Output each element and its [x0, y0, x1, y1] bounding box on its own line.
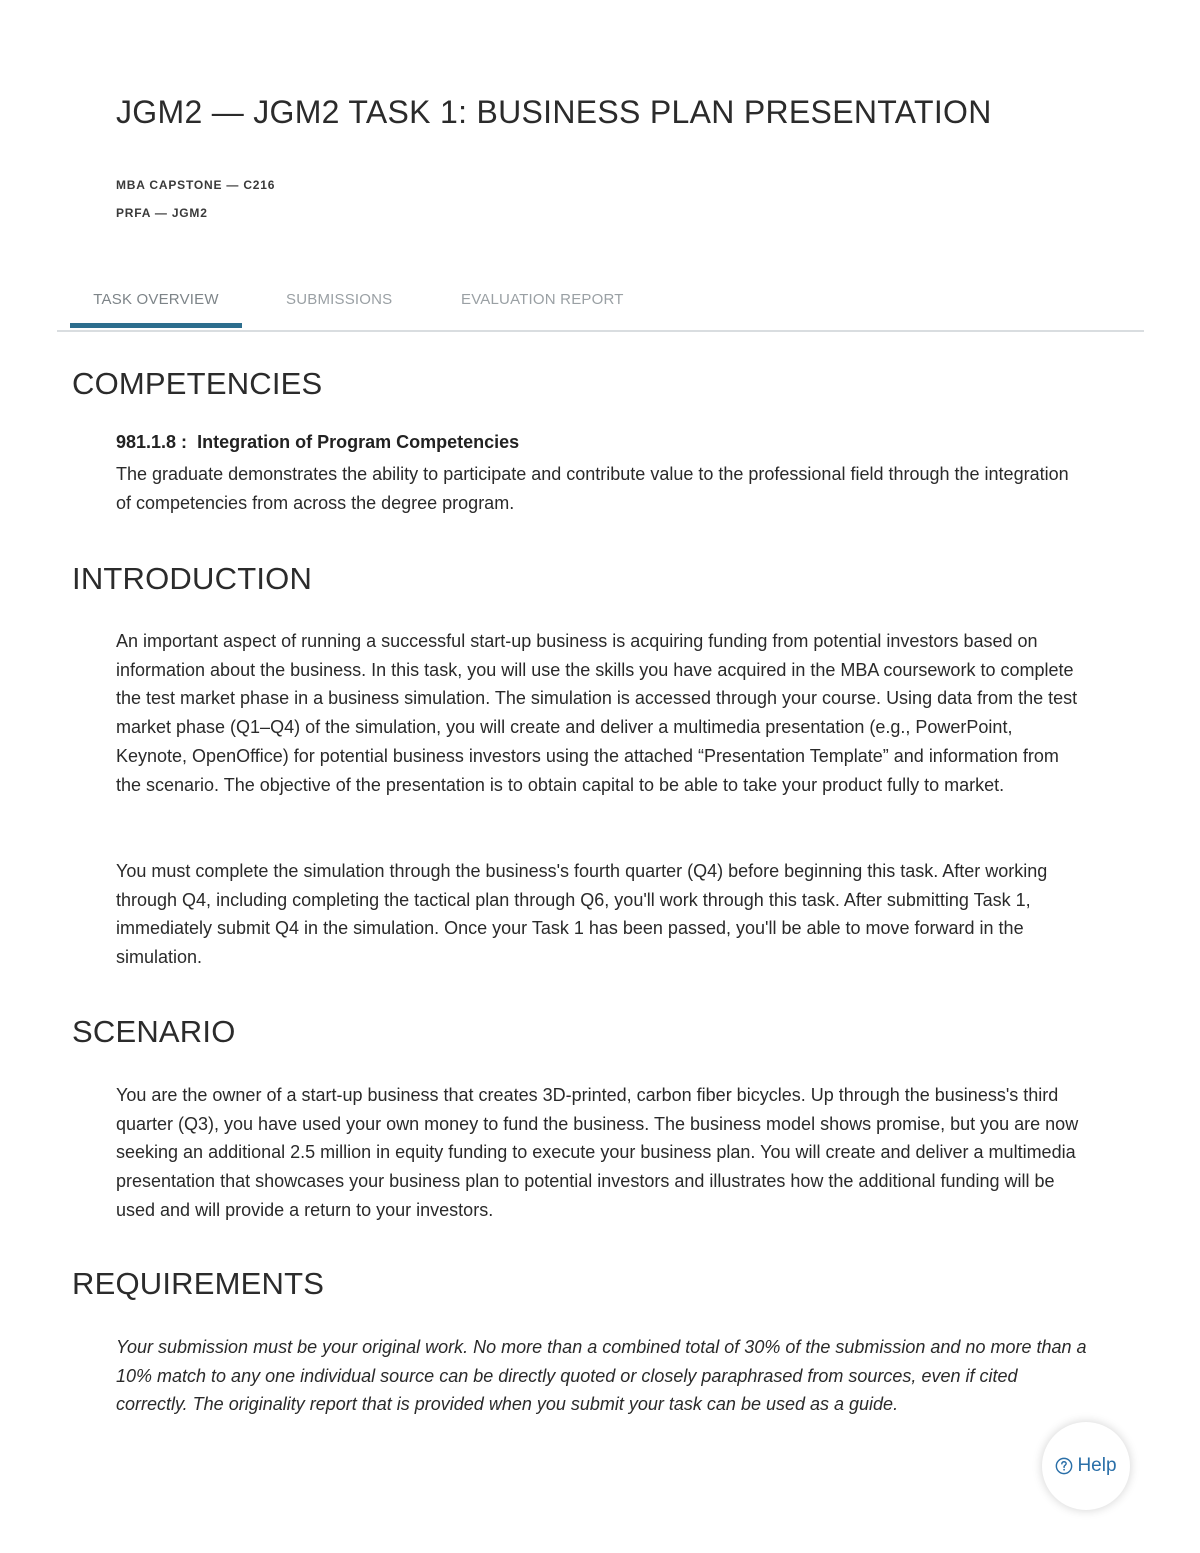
- tab-evaluation-report[interactable]: EVALUATION REPORT: [461, 291, 624, 308]
- competency-code: 981.1.8 :: [116, 432, 188, 452]
- tab-submissions[interactable]: SUBMISSIONS: [286, 291, 393, 308]
- help-label: Help: [1077, 1455, 1117, 1476]
- page-title: JGM2 — JGM2 TASK 1: BUSINESS PLAN PRESENTATION: [116, 94, 992, 130]
- tab-task-overview[interactable]: TASK OVERVIEW: [70, 282, 242, 328]
- assessment-code-label: PRFA — JGM2: [116, 206, 208, 220]
- help-button[interactable]: [1042, 1422, 1130, 1510]
- competency-title-line: [116, 432, 519, 453]
- competency-title: Integration of Program Competencies: [197, 432, 520, 452]
- course-label: MBA CAPSTONE — C216: [116, 178, 276, 192]
- requirements-heading: REQUIREMENTS: [72, 1266, 325, 1301]
- help-button-content: [1055, 1455, 1116, 1477]
- competencies-heading: COMPETENCIES: [72, 366, 323, 401]
- scenario-paragraph: You are the owner of a start-up business that creates 3D-printed, carbon fiber bicycles. Up through the business's third quarter (Q3), you have used your own money to fund the business. The business model shows promise, but you are now seeking an additional 2.5 million in equity funding to execute your business plan. You will create and deliver a multimedia presentation that showcases your business plan to potential investors and illustrates how the additional funding will be used and will provide a return to your investors.: [116, 1085, 1079, 1220]
- question-circle-icon: [1055, 1457, 1073, 1475]
- competency-description: The graduate demonstrates the ability to participate and contribute value to the professional field through the integration of competencies from across the degree program.: [116, 464, 1069, 513]
- scenario-heading: SCENARIO: [72, 1014, 236, 1049]
- introduction-heading: INTRODUCTION: [72, 561, 313, 596]
- tab-bar: [57, 282, 1144, 332]
- introduction-paragraph-1: An important aspect of running a successful start-up business is acquiring funding from potential investors based on information about the business. In this task, you will use the skills you have acquired in the MBA coursework to complete the test market phase in a business simulation. The simulation is accessed through your course. Using data from the test market phase (Q1–Q4) of the simulation, you will create and deliver a multimedia presentation (e.g., PowerPoint, Keynote, OpenOffice) for potential business investors using the attached “Presentation Template” and information from the scenario. The objective of the presentation is to obtain capital to be able to take your product fully to market.: [116, 631, 1078, 795]
- requirements-paragraph: Your submission must be your original work. No more than a combined total of 30% of the submission and no more than a 10% match to any one individual source can be directly quoted or closely paraphrased from sources, even if cited correctly. The originality report that is provided when you submit your task can be used as a guide.: [116, 1337, 1087, 1415]
- introduction-paragraph-2: You must complete the simulation through the business's fourth quarter (Q4) before beginning this task. After working through Q4, including completing the tactical plan through Q6, you'll work through this task. After submitting Task 1, immediately submit Q4 in the simulation. Once your Task 1 has been passed, you'll be able to move forward in the simulation.: [116, 861, 1048, 968]
